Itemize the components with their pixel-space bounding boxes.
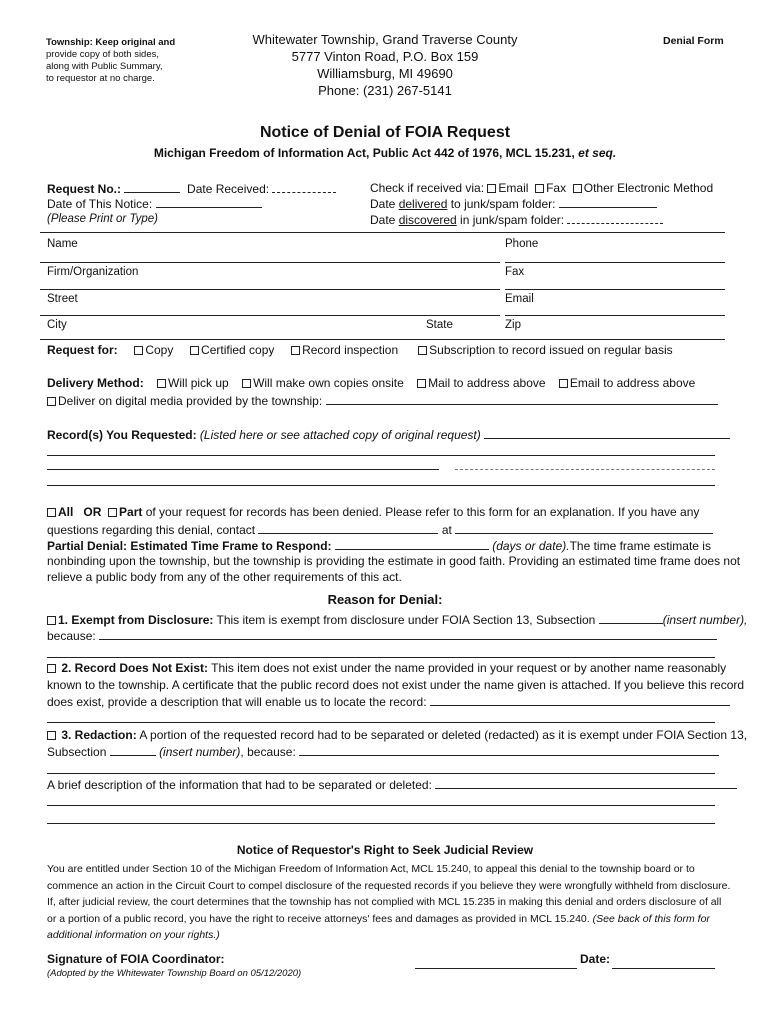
signature-line[interactable] [415, 968, 577, 969]
discovered-pre: Date [370, 213, 399, 227]
onsite-checkbox[interactable] [242, 379, 251, 388]
street-label: Street [47, 293, 78, 305]
inspection-label: Record inspection [302, 343, 399, 357]
digital-checkbox[interactable] [47, 397, 56, 406]
note-line: provide copy of both sides, [46, 49, 160, 60]
reason-2-row [47, 661, 726, 675]
brief-line[interactable] [47, 823, 715, 824]
signature-label: Signature of FOIA Coordinator: [47, 952, 225, 966]
reason-2-text-3: does exist, provide a description that will enable us to locate the record: [47, 695, 427, 709]
email-field-line[interactable] [505, 315, 725, 316]
print-hint: (Please Print or Type) [47, 213, 158, 225]
records-line[interactable] [455, 469, 715, 470]
brief-line[interactable] [47, 805, 715, 806]
brief-row [47, 777, 737, 792]
date-received-label: Date Received: [187, 182, 270, 196]
discovered-word: discovered [398, 213, 457, 227]
contact-row [47, 522, 713, 537]
fax-label: Fax [505, 266, 525, 278]
request-no-field[interactable] [124, 181, 180, 193]
notice-see-back: (See back of this form for [592, 912, 710, 925]
notice-line: If, after judicial review, the court determines that the township has not complied with MCL 15.235 in making this denial and orders disclosure of all [47, 896, 722, 908]
state-label: State [426, 319, 453, 331]
via-other-label: Other Electronic Method [583, 181, 714, 195]
mail-checkbox[interactable] [417, 379, 426, 388]
partial-text: The time frame estimate is [569, 539, 711, 553]
delivered-row [370, 196, 657, 211]
reason-3-label: 3. Redaction: [61, 728, 137, 742]
or-label: OR [83, 505, 102, 519]
request-for-row [47, 343, 673, 357]
notice-line: commence an action in the Circuit Court to compel disclosure of the requested records if you believe they were wrongfully withheld from disclosure. [47, 879, 731, 892]
org-street: 5777 Vinton Road, P.O. Box 159 [291, 49, 479, 64]
subtitle-etseq: et seq. [578, 146, 617, 160]
brief-field[interactable] [435, 777, 737, 789]
notice-heading: Notice of Requestor's Right to Seek Judicial Review [236, 843, 534, 857]
pickup-label: Will pick up [168, 376, 229, 390]
via-email-label: Email [498, 181, 529, 195]
delivered-post: to junk/spam folder: [447, 197, 556, 211]
records-hint: (Listed here or see attached copy of original request) [199, 428, 481, 442]
delivery-row [47, 376, 695, 390]
contact-at-field[interactable] [455, 522, 713, 534]
notice-see-back-2: additional information on your rights.) [47, 929, 220, 941]
adopted-note: (Adopted by the Whitewater Township Board on 05/12/2020) [47, 968, 302, 979]
certified-label: Certified copy [201, 343, 275, 357]
firm-field-line[interactable] [40, 289, 500, 290]
reason-3-checkbox[interactable] [47, 731, 56, 740]
note-line: Township: Keep original and [46, 37, 176, 48]
partial-text-2: nonbinding upon the township, but the township is providing the estimate in good faith. Providing an estimated time frame does not [47, 554, 741, 568]
records-row [47, 427, 730, 442]
reason-3-subsection-label: Subsection [47, 745, 107, 759]
email-delivery-label: Email to address above [569, 376, 696, 390]
contact-text: questions regarding this denial, contact [47, 523, 256, 537]
received-via-label: Check if received via: [370, 181, 485, 195]
digital-field[interactable] [326, 393, 718, 405]
delivered-pre: Date [370, 197, 399, 211]
reason-1-because-field[interactable] [99, 628, 717, 640]
zip-label: Zip [505, 319, 521, 331]
note-line: to requestor at no charge. [46, 73, 155, 84]
digital-label: Deliver on digital media provided by the township: [58, 394, 323, 408]
reason-3-because-field[interactable] [299, 744, 719, 756]
pickup-checkbox[interactable] [157, 379, 166, 388]
org-city: Williamsburg, MI 49690 [317, 66, 453, 81]
part-label: Part [119, 505, 143, 519]
reason-2-label: 2. Record Does Not Exist: [61, 661, 209, 675]
records-label: Record(s) You Requested: [47, 428, 197, 442]
denial-row [47, 505, 699, 519]
reason-1-because: because: [47, 629, 96, 643]
township-instructions [46, 37, 175, 85]
notice-line: You are entitled under Section 10 of the Michigan Freedom of Information Act, MCL 15.240, to appeal this denial to the township board or to [47, 863, 695, 875]
notice-text: or a portion of a public record, you have the right to receive attorneys' fees and damages as provided in MCL 15.240. [47, 912, 590, 925]
delivered-word: delivered [398, 197, 448, 211]
reason-1-row [47, 612, 747, 627]
via-fax-checkbox[interactable] [535, 184, 544, 193]
request-no-row [47, 181, 336, 196]
page-subtitle [0, 146, 770, 160]
date-line[interactable] [612, 968, 715, 969]
reason-1-label: 1. Exempt from Disclosure: [58, 613, 214, 627]
street-field-line[interactable] [40, 315, 500, 316]
subtitle-text: Michigan Freedom of Information Act, Public Act 442 of 1976, MCL 15.231, [153, 146, 575, 160]
subscription-label: Subscription to record issued on regular basis [429, 343, 673, 357]
request-for-label: Request for: [47, 343, 118, 357]
firm-label: Firm/Organization [47, 266, 139, 278]
reason-2-locate-row [47, 694, 730, 709]
reason-2-checkbox[interactable] [47, 664, 56, 673]
note-line: along with Public Summary, [46, 61, 163, 72]
delivery-label: Delivery Method: [47, 376, 144, 390]
records-line[interactable] [47, 455, 715, 456]
partial-row [47, 538, 711, 553]
mail-label: Mail to address above [428, 376, 546, 390]
phone-label: Phone [505, 238, 539, 250]
reason-1-because-row [47, 628, 717, 643]
reason-2-text: This item does not exist under the name provided in your request or by another name reasonably [211, 661, 727, 675]
city-label: City [47, 319, 67, 331]
copy-checkbox[interactable] [134, 346, 143, 355]
city-field-line[interactable] [40, 339, 725, 340]
partial-text-3: relieve a public body from any of the other requirements of this act. [47, 570, 402, 584]
received-via-row [370, 181, 713, 195]
request-no-label: Request No.: [47, 182, 122, 196]
onsite-label: Will make own copies onsite [253, 376, 404, 390]
all-label: All [58, 505, 74, 519]
reason-1-hint: (insert number), [662, 613, 748, 627]
via-email-checkbox[interactable] [487, 184, 496, 193]
records-line[interactable] [47, 485, 715, 486]
via-fax-label: Fax [546, 181, 567, 195]
form-label: Denial Form [663, 35, 724, 47]
page-title: Notice of Denial of FOIA Request [259, 124, 511, 141]
inspection-checkbox[interactable] [291, 346, 300, 355]
fax-field-line[interactable] [505, 289, 725, 290]
brief-label: A brief description of the information that had to be separated or deleted: [47, 778, 432, 792]
reason-3-because: , because: [240, 745, 296, 759]
reason-3-subsection-field[interactable] [110, 744, 156, 756]
township-address [235, 31, 535, 99]
name-field-line[interactable] [40, 262, 500, 263]
reason-1-checkbox[interactable] [47, 616, 56, 625]
at-text: at [441, 523, 452, 537]
phone-field-line[interactable] [505, 262, 725, 263]
part-checkbox[interactable] [108, 508, 117, 517]
reason-1-subsection-field[interactable] [599, 612, 663, 624]
name-label: Name [47, 238, 78, 250]
reason-1-line[interactable] [47, 657, 715, 658]
reason-1-text: This item is exempt from disclosure under FOIA Section 13, Subsection [216, 613, 596, 627]
digital-row [47, 393, 718, 408]
discovered-post: in junk/spam folder: [456, 213, 565, 227]
partial-label: Partial Denial: Estimated Time Frame to Respond: [47, 539, 332, 553]
reason-3-hint: (insert number) [159, 745, 241, 759]
date-notice-label: Date of This Notice: [47, 197, 153, 211]
reason-3-text: A portion of the requested record had to be separated or deleted (redacted) as it is exempt under FOIA Section 13, [139, 728, 748, 742]
contact-field[interactable] [258, 522, 438, 534]
records-line[interactable] [47, 469, 439, 470]
reason-2-text-2: known to the township. A certificate that the public record does not exist under the name given is attached. If you believe this record [47, 678, 745, 692]
discovered-field[interactable] [567, 212, 663, 224]
reason-3-line[interactable] [47, 773, 715, 774]
delivered-field[interactable] [559, 196, 657, 208]
date-notice-row [47, 196, 262, 211]
notice-line [47, 911, 730, 928]
reason-3-row [47, 728, 747, 742]
date-received-field[interactable] [272, 181, 336, 193]
subscription-checkbox[interactable] [418, 346, 427, 355]
discovered-row [370, 212, 663, 227]
partial-field[interactable] [335, 538, 489, 550]
notice-line [47, 927, 730, 944]
all-checkbox[interactable] [47, 508, 56, 517]
email-label: Email [505, 293, 534, 305]
date-label: Date: [580, 952, 611, 966]
reason-3-sub-row [47, 744, 719, 759]
records-field[interactable] [484, 427, 730, 439]
partial-hint: (days or date). [492, 539, 570, 553]
email-delivery-checkbox[interactable] [559, 379, 568, 388]
notice-body [47, 861, 730, 944]
divider [40, 232, 725, 233]
reason-heading: Reason for Denial: [327, 592, 443, 607]
reason-2-line[interactable] [47, 722, 715, 723]
org-name: Whitewater Township, Grand Traverse County [252, 32, 518, 47]
reason-2-field[interactable] [430, 694, 730, 706]
copy-label: Copy [145, 343, 174, 357]
org-phone: Phone: (231) 267-5141 [318, 83, 452, 98]
certified-checkbox[interactable] [190, 346, 199, 355]
via-other-checkbox[interactable] [573, 184, 582, 193]
date-notice-field[interactable] [156, 196, 262, 208]
denial-text: of your request for records has been denied. Please refer to this form for an explanation. If you have any [145, 505, 700, 519]
